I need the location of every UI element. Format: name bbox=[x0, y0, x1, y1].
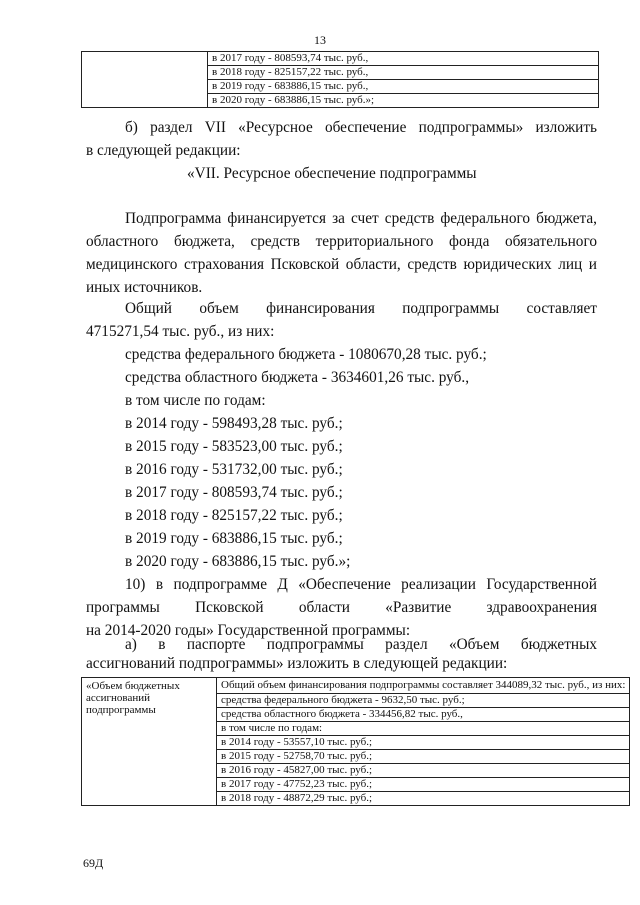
list-item: в 2015 году - 583523,00 тыс. руб.; bbox=[125, 438, 343, 455]
list-item: в 2017 году - 808593,74 тыс. руб.; bbox=[125, 484, 343, 501]
bottom-table-line: в 2018 году - 48872,29 тыс. руб.; bbox=[221, 792, 373, 804]
bottom-table-line: в 2017 году - 47752,23 тыс. руб.; bbox=[217, 778, 629, 792]
list-item: в 2016 году - 531732,00 тыс. руб.; bbox=[125, 461, 343, 478]
bottom-table-left-cell: «Объем бюджетных ассигнований подпрограммы bbox=[82, 678, 217, 806]
bottom-table-right-cell bbox=[217, 678, 630, 806]
paragraph-b-line2: в следующей редакции: bbox=[86, 142, 241, 159]
paragraph-b-line1: б) раздел VII «Ресурсное обеспечение подпрограммы» изложить bbox=[125, 119, 597, 136]
section-heading: «VII. Ресурсное обеспечение подпрограммы bbox=[187, 165, 477, 182]
list-item: в 2018 году - 825157,22 тыс. руб.; bbox=[125, 507, 343, 524]
paragraph-financing: Подпрограмма финансируется за счет средств федерального бюджета, областного бюджета, средств территориального фонда обязательного медицинского страхования Псковской области, средств юридических лиц и иных источников. bbox=[86, 210, 597, 296]
top-table-line: в 2018 году - 825157,22 тыс. руб., bbox=[208, 66, 598, 80]
list-item: средства федерального бюджета - 1080670,28 тыс. руб.; bbox=[125, 346, 487, 363]
list-item: в 2014 году - 598493,28 тыс. руб.; bbox=[125, 415, 343, 432]
list-item: в 2020 году - 683886,15 тыс. руб.»; bbox=[125, 553, 351, 570]
top-table bbox=[81, 51, 599, 108]
bottom-table-line: средства федерального бюджета - 9632,50 тыс. руб.; bbox=[217, 694, 629, 708]
paragraph-a-line1: а) в паспорте подпрограммы раздел «Объем бюджетных bbox=[125, 636, 597, 653]
bottom-table-total: Общий объем финансирования подпрограммы составляет 344089,32 тыс. руб., из них: bbox=[217, 678, 629, 694]
paragraph-total-line1: Общий объем финансирования подпрограммы составляет bbox=[125, 300, 597, 317]
paragraph-a-line2: ассигнований подпрограммы» изложить в следующей редакции: bbox=[86, 655, 508, 672]
list-item: средства областного бюджета - 3634601,26 тыс. руб., bbox=[125, 369, 470, 386]
bottom-table-line: в 2016 году - 45827,00 тыс. руб.; bbox=[217, 764, 629, 778]
top-table-left-cell bbox=[82, 52, 208, 108]
paragraph-10-line3: на 2014-2020 годы» Государственной программы: bbox=[86, 622, 411, 639]
bottom-table-line: средства областного бюджета - 334456,82 тыс. руб., bbox=[217, 708, 629, 722]
paragraph-10-line1: 10) в подпрограмме Д «Обеспечение реализации Государственной bbox=[125, 576, 597, 593]
page-number: 13 bbox=[314, 33, 326, 47]
list-item: в том числе по годам: bbox=[125, 392, 266, 409]
top-table-line: в 2017 году - 808593,74 тыс. руб., bbox=[208, 52, 598, 66]
bottom-table-line: в 2014 году - 53557,10 тыс. руб.; bbox=[217, 736, 629, 750]
paragraph-total-line2: 4715271,54 тыс. руб., из них: bbox=[86, 323, 275, 340]
list-item: в 2019 году - 683886,15 тыс. руб.; bbox=[125, 530, 343, 547]
top-table-line: в 2019 году - 683886,15 тыс. руб., bbox=[208, 80, 598, 94]
bottom-table bbox=[81, 677, 630, 806]
top-table-right-cell bbox=[208, 52, 599, 108]
top-table-line: в 2020 году - 683886,15 тыс. руб.»; bbox=[212, 94, 375, 106]
bottom-table-line: в 2015 году - 52758,70 тыс. руб.; bbox=[217, 750, 629, 764]
bottom-table-line: в том числе по годам: bbox=[217, 722, 629, 736]
paragraph-10-line2: программы Псковской области «Развитие здравоохранения bbox=[86, 599, 597, 616]
footer-code: 69Д bbox=[83, 856, 104, 870]
